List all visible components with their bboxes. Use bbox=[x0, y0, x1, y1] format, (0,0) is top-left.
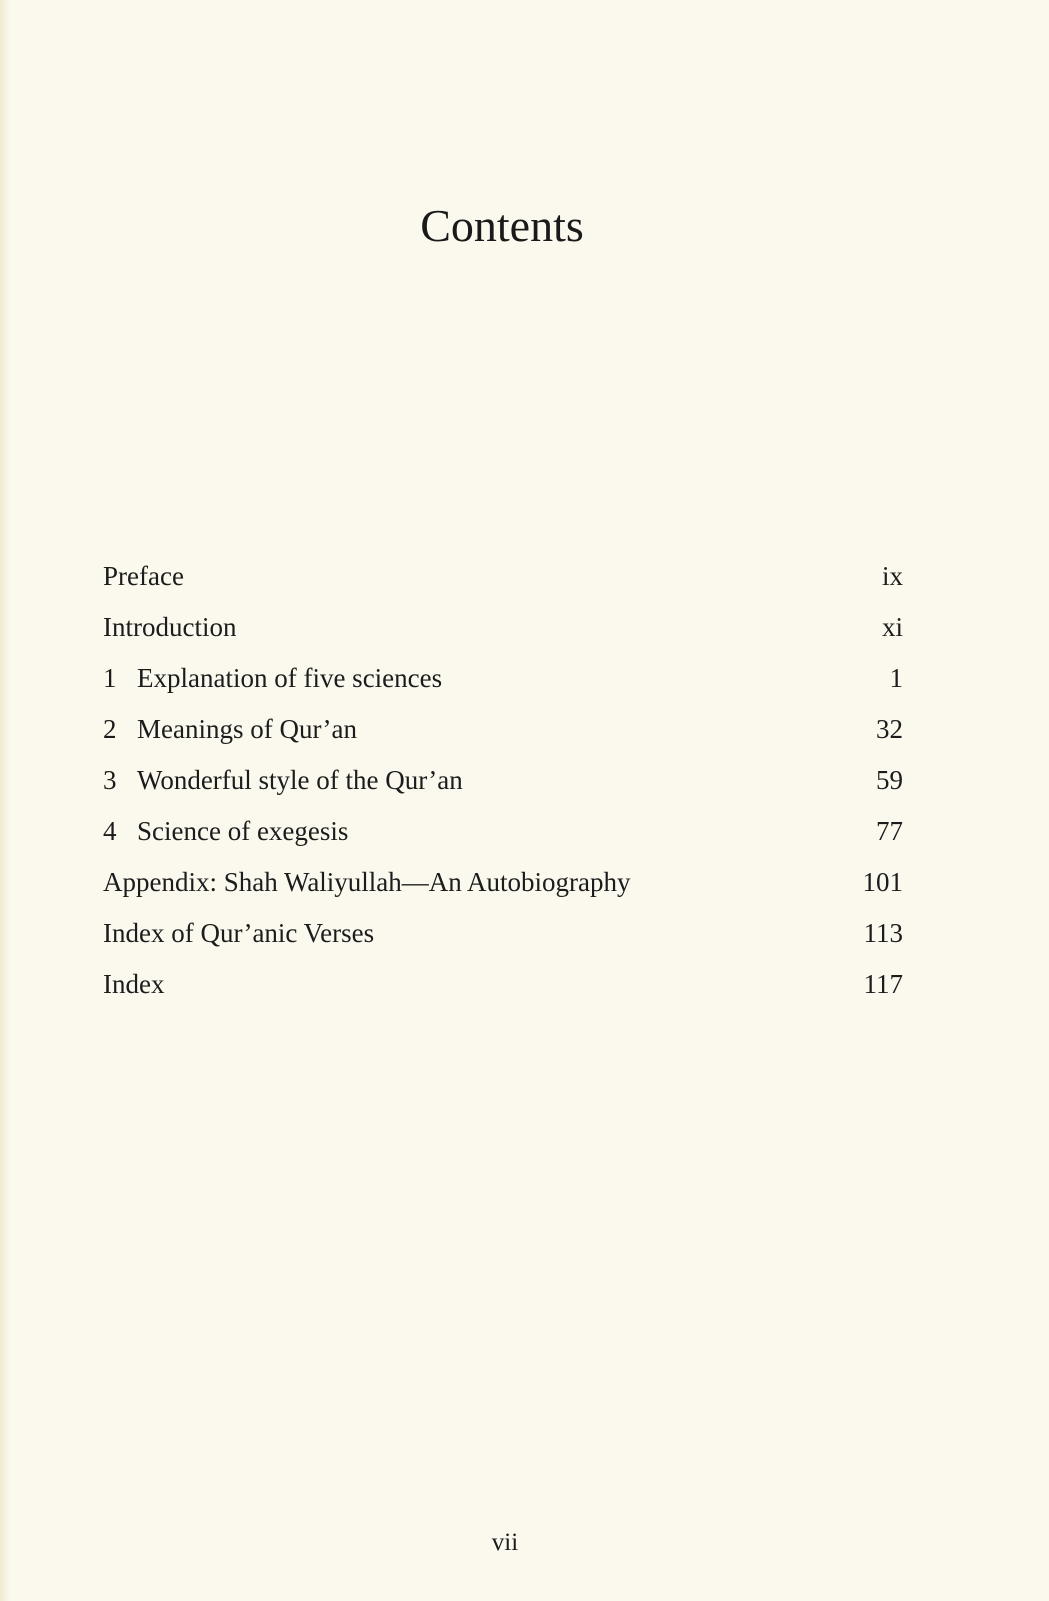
toc-entry-page: 59 bbox=[876, 765, 903, 795]
toc-entry-page: 77 bbox=[876, 816, 903, 846]
toc-entry-index[interactable] bbox=[103, 969, 903, 1023]
toc-entry-title: Introduction bbox=[103, 612, 237, 642]
toc-entry-title: Appendix: Shah Waliyullah—An Autobiography bbox=[103, 867, 631, 897]
toc-entry-page: 1 bbox=[889, 663, 903, 693]
toc-entry-page: ix bbox=[881, 561, 903, 591]
toc-entry-number: 2 bbox=[103, 714, 117, 744]
page-number: vii bbox=[491, 1529, 519, 1556]
toc-entry-chapter-4[interactable] bbox=[103, 816, 903, 870]
toc-entry-page: xi bbox=[881, 612, 903, 642]
toc-entry-chapter-1[interactable] bbox=[103, 663, 903, 717]
toc-entry-title: Explanation of five sciences bbox=[137, 663, 443, 693]
toc-entry-chapter-3[interactable] bbox=[103, 765, 903, 819]
toc-entry-number: 4 bbox=[103, 816, 117, 846]
page-title: Contents bbox=[420, 200, 584, 251]
toc-entry-chapter-2[interactable] bbox=[103, 714, 903, 768]
toc-entry-title: Meanings of Qur’an bbox=[137, 714, 357, 744]
toc-entry-page: 101 bbox=[862, 867, 903, 897]
toc-entry-title: Index of Qur’anic Verses bbox=[103, 918, 375, 948]
toc-entry-preface[interactable] bbox=[103, 561, 903, 615]
toc-entry-appendix[interactable] bbox=[103, 867, 903, 921]
toc-entry-page: 32 bbox=[876, 714, 903, 744]
toc-entry-number: 1 bbox=[103, 663, 117, 693]
toc-entry-page: 113 bbox=[863, 918, 903, 948]
toc-entry-verse-index[interactable] bbox=[103, 918, 903, 972]
table-of-contents bbox=[103, 561, 903, 1023]
toc-entry-page: 117 bbox=[863, 969, 903, 999]
toc-entry-title: Index bbox=[103, 969, 165, 999]
toc-entry-title: Wonderful style of the Qur’an bbox=[137, 765, 463, 795]
toc-entry-number: 3 bbox=[103, 765, 117, 795]
toc-entry-title: Preface bbox=[103, 561, 184, 591]
toc-entry-title: Science of exegesis bbox=[137, 816, 349, 846]
toc-entry-introduction[interactable] bbox=[103, 612, 903, 666]
